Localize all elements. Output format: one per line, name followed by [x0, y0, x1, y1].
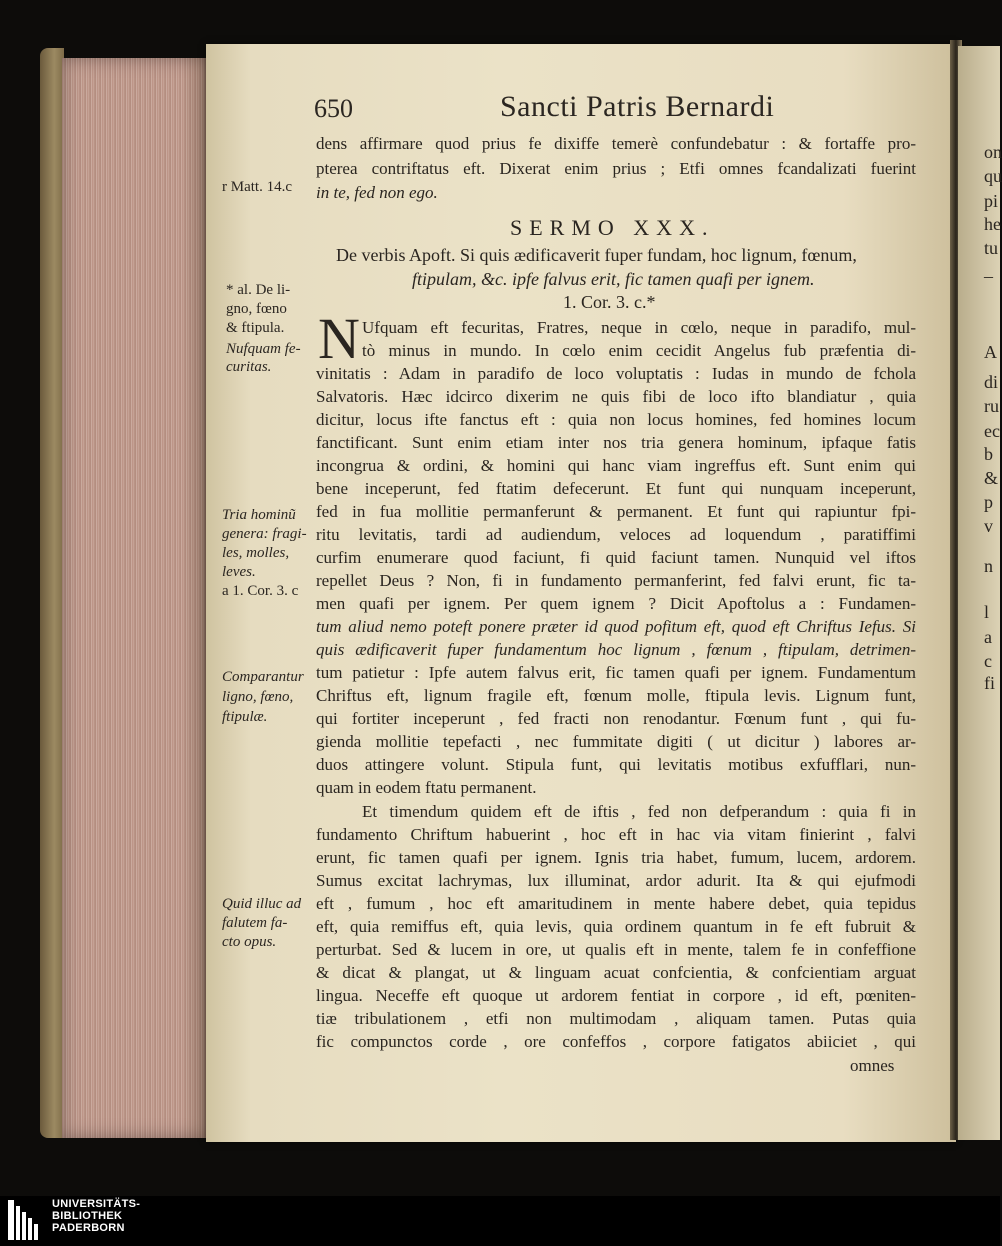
facing-page-text-fragment: n	[984, 556, 993, 576]
text-line: tiæ tribulationem , etfi non multimodam , aliquam tamen. Putas quia	[316, 1009, 916, 1028]
margin-note-comparantur: ligno, fœno,	[222, 689, 294, 705]
text-line: men quafi per ignem. Per quem ignem ? Dicit Apoftolus a : Fundamen-	[316, 594, 916, 613]
facing-page-text-fragment: l	[984, 602, 990, 622]
text-line: fic compunctos corde , ore confeffos , corpore fatigatos abiiciet , qui	[316, 1032, 916, 1051]
margin-note-al: * al. De li-	[226, 282, 291, 298]
facing-page-fragment	[958, 46, 1000, 1140]
facing-page-text-fragment: tu	[984, 238, 999, 258]
text-line: duos attingere volunt. Stipula funt, qui levitatis motibus exfufflari, nun-	[316, 755, 916, 774]
margin-note-comparantur: ftipulæ.	[222, 709, 268, 725]
text-line: fed in fua mollitie permanferunt & permanent. Et funt qui rapiuntur fpi-	[316, 502, 916, 521]
margin-note-quid: cto opus.	[222, 934, 277, 950]
margin-note-quid: Quid illuc ad	[222, 896, 302, 912]
text-line: tum patietur : Ipfe autem falvus erit, fic tamen quafi per ignem. Fundamentum	[316, 663, 916, 682]
text-line: perturbat. Sed & lucem in ore, ut qualis eft in mente, talem fe in confeffione	[316, 940, 916, 959]
facing-page-text-fragment: v	[984, 516, 993, 536]
sermon-heading: SERMO XXX.	[510, 215, 715, 240]
text-line: tum aliud nemo poteft ponere præter id quod pofitum eft, quod eft Chriftus Iefus. Si	[316, 617, 916, 636]
margin-note-tria: genera: fragi-	[222, 526, 307, 542]
library-logo-icon	[8, 1200, 48, 1240]
text-line: curfim enumerare quod faciunt, fi quid faciunt tamen. Nunquid vel iftos	[316, 548, 916, 567]
margin-note-matt: r Matt. 14.c	[222, 179, 292, 195]
margin-note-tria: leves.	[222, 564, 256, 580]
facing-page-text-fragment: fi	[984, 673, 995, 693]
catchword: omnes	[850, 1056, 895, 1075]
text-line: in te, fed non ego.	[316, 183, 438, 202]
library-name-line: BIBLIOTHEK	[52, 1210, 123, 1222]
text-line: & dicat & plangat, ut & linguam acuat confcientia, & confcientiam arguat	[316, 963, 916, 982]
facing-page-text-fragment: ec	[984, 421, 1000, 441]
text-line: Chriftus eft, lignum fragile eft, fœnum molle, ftipula levis. Lignum funt,	[316, 686, 916, 705]
drop-cap: N	[318, 306, 360, 371]
margin-note-comparantur: Comparantur	[222, 669, 304, 685]
text-line: ritu levitatis, tardi ad audiendum, veloces ad loquendum , paratiffimi	[316, 525, 916, 544]
text-line: vinitatis : Adam in paradifo de loco voluptatis : Iudas in mundo de fchola	[316, 364, 916, 383]
text-line: dicitur, locus ifte fanctus eft : quia non locus homines, fed homines locum	[316, 410, 916, 429]
facing-page-text-fragment: b	[984, 444, 993, 464]
text-line: qui fortiter inceperunt , fed fracti non renodantur. Fœnum funt , qui fu-	[316, 709, 916, 728]
book-fore-edge	[62, 58, 212, 1138]
facing-page-text-fragment: pi	[984, 191, 999, 211]
library-name-line: PADERBORN	[52, 1222, 125, 1234]
facing-page-text-fragment: a	[984, 627, 992, 647]
facing-page-text-fragment: qu	[984, 166, 1002, 186]
text-line: lingua. Neceffe eft quoque ut ardorem fentiat in corpore , id eft, pœniten-	[316, 986, 916, 1005]
text-line: erunt, fic tamen quafi per ignem. Ignis tria habet, fumum, lucem, ardorem.	[316, 848, 916, 867]
margin-note-al: gno, fœno	[226, 301, 287, 317]
facing-page-text-fragment: –	[984, 266, 993, 286]
page-number: 650	[314, 94, 353, 123]
text-line: Sumus excitat lachrymas, lux illuminat, ardor adurit. Ita & qui ejufmodi	[316, 871, 916, 890]
text-line: repellet Deus ? Non, fi in fundamento permanferint, fed falvi erunt, fic ta-	[316, 571, 916, 590]
text-line: eft, quia remiffus eft, quia levis, quia ordinem quantum in fe eft fubruit &	[316, 917, 916, 936]
margin-note-quid: falutem fa-	[222, 915, 288, 931]
text-line: Salvatoris. Hæc idcirco dixerim ne quis fibi de loco ifto blandiatur , quia	[316, 387, 916, 406]
library-name	[52, 1198, 140, 1234]
margin-note-tria: Tria hominũ	[222, 507, 296, 523]
text-line: quam in eodem ftatu permanent.	[316, 778, 537, 797]
text-line: incongrua & ordini, & homini qui hanc viam ingreffus eft. Sunt enim qui	[316, 456, 916, 475]
text-line: fanctificant. Sunt enim etiam inter nos tria genera hominum, ipfaque fatis	[316, 433, 916, 452]
margin-note-tria: les, molles,	[222, 545, 290, 561]
facing-page-text-fragment: on	[984, 142, 1002, 162]
sermon-reference: 1. Cor. 3. c.*	[563, 292, 656, 312]
facing-page-text-fragment: p	[984, 492, 993, 512]
text-line: dens affirmare quod prius fe dixiffe temerè confundebatur : & fortaffe pro-	[316, 134, 916, 153]
text-line: Ufquam eft fecuritas, Fratres, neque in cœlo, neque in paradifo, mul-	[362, 318, 916, 337]
text-line: tò minus in mundo. In cœlo enim cecidit Angelus fub præfentia di-	[362, 341, 916, 360]
library-footer	[0, 1196, 1000, 1246]
facing-page-text-fragment: c	[984, 651, 992, 671]
sermon-title: De verbis Apoft. Si quis ædificaverit fuper fundam, hoc lignum, fœnum,	[336, 245, 857, 265]
text-line: eft , fumum , hoc eft amaritudinem in mente habere debet, quia tepidus	[316, 894, 916, 913]
margin-note-cor: a 1. Cor. 3. c	[222, 583, 299, 599]
text-line: quis ædificaverit fuper fundamentum hoc lignum , fœnum , ftipulam, detrimen-	[316, 640, 916, 659]
library-name-line: UNIVERSITÄTS-	[52, 1198, 141, 1210]
text-line: fundamento Chriftum habuerint , hoc eft in hac via vitam finierint , falvi	[316, 825, 916, 844]
facing-page-text-fragment: he	[984, 214, 1001, 234]
text-line: gienda mollitie tepefacti , nec fummitate digiti ( ut dicitur ) labores ar-	[316, 732, 916, 751]
margin-note-al: & ftipula.	[226, 320, 285, 336]
text-line: bene inceperunt, fed ftatim defecerunt. Et funt qui nunquam inceperunt,	[316, 479, 916, 498]
sermon-title: ftipulam, &c. ipfe falvus erit, fic tamen quafi per ignem.	[412, 269, 815, 289]
margin-note-al: curitas.	[226, 359, 272, 375]
facing-page-text-fragment: di	[984, 372, 999, 392]
facing-page-text-fragment: A	[984, 342, 997, 362]
margin-note-al: Nufquam fe-	[226, 341, 301, 357]
book-cover-board	[40, 48, 64, 1138]
facing-page-text-fragment: &	[984, 468, 999, 488]
text-line: Et timendum quidem eft de iftis , fed non defperandum : quia fi in	[362, 802, 916, 821]
running-title: Sancti Patris Bernardi	[500, 90, 775, 123]
facing-page-text-fragment: ru	[984, 396, 999, 416]
text-line: pterea contriftatus eft. Dixerat enim prius ; Etfi omnes fcandalizati fuerint	[316, 159, 916, 178]
